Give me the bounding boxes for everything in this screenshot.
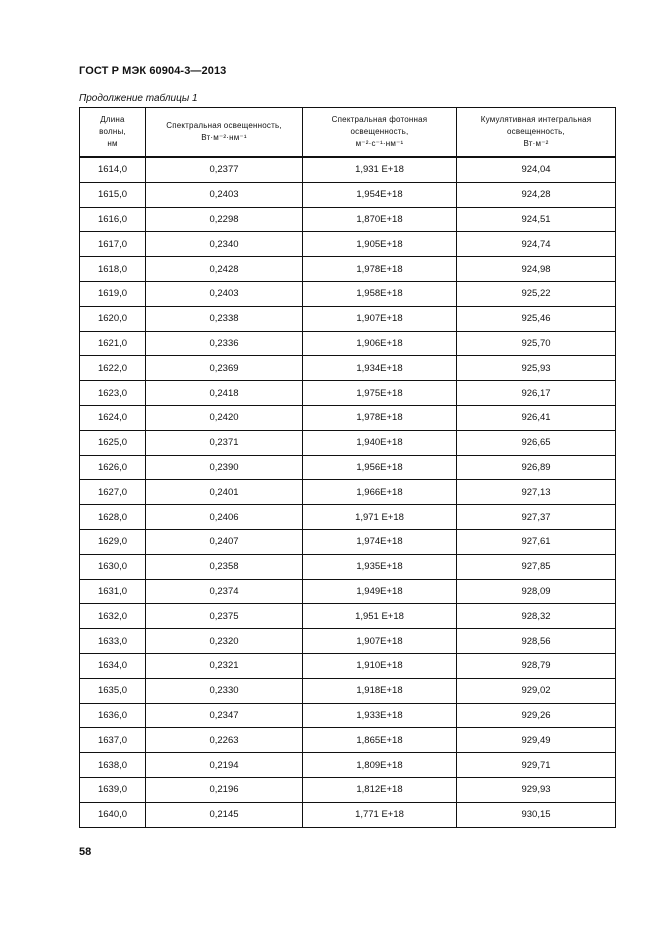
photon-irradiance-cell: 1,809E+18 <box>303 753 457 778</box>
cumulative-irradiance-cell: 925,46 <box>457 306 616 331</box>
wavelength-cell: 1620,0 <box>80 306 146 331</box>
spectral-irradiance-cell: 0,2371 <box>146 430 303 455</box>
cumulative-irradiance-cell: 927,37 <box>457 505 616 530</box>
cumulative-irradiance-cell: 924,28 <box>457 182 616 207</box>
wavelength-cell: 1627,0 <box>80 480 146 505</box>
photon-irradiance-cell: 1,907E+18 <box>303 629 457 654</box>
table-row <box>80 207 616 232</box>
spectral-irradiance-cell: 0,2406 <box>146 505 303 530</box>
cumulative-irradiance-cell: 928,09 <box>457 579 616 604</box>
page-number: 58 <box>79 846 92 858</box>
wavelength-cell: 1639,0 <box>80 777 146 802</box>
photon-irradiance-cell: 1,865E+18 <box>303 728 457 753</box>
photon-irradiance-cell: 1,940E+18 <box>303 430 457 455</box>
cumulative-irradiance-cell: 926,41 <box>457 405 616 430</box>
photon-irradiance-cell: 1,870E+18 <box>303 207 457 232</box>
photon-irradiance-cell: 1,906E+18 <box>303 331 457 356</box>
spectral-irradiance-cell: 0,2321 <box>146 653 303 678</box>
photon-irradiance-cell: 1,931 E+18 <box>303 157 457 182</box>
cumulative-irradiance-cell: 929,93 <box>457 777 616 802</box>
photon-irradiance-cell: 1,971 E+18 <box>303 505 457 530</box>
cumulative-irradiance-cell: 928,32 <box>457 604 616 629</box>
table-row <box>80 331 616 356</box>
table-row <box>80 505 616 530</box>
wavelength-cell: 1626,0 <box>80 455 146 480</box>
wavelength-cell: 1636,0 <box>80 703 146 728</box>
table-row <box>80 381 616 406</box>
spectral-irradiance-cell: 0,2347 <box>146 703 303 728</box>
cumulative-irradiance-cell: 925,93 <box>457 356 616 381</box>
column-header-line: волны, <box>99 127 126 136</box>
spectral-irradiance-cell: 0,2330 <box>146 678 303 703</box>
spectral-irradiance-cell: 0,2403 <box>146 182 303 207</box>
spectral-irradiance-cell: 0,2298 <box>146 207 303 232</box>
spectral-irradiance-cell: 0,2338 <box>146 306 303 331</box>
table-row <box>80 232 616 257</box>
photon-irradiance-cell: 1,771 E+18 <box>303 802 457 827</box>
wavelength-cell: 1640,0 <box>80 802 146 827</box>
table-caption: Продолжение таблицы 1 <box>79 93 198 104</box>
column-header-wavelength <box>80 108 146 158</box>
column-header-line: Вт·м⁻² <box>523 139 549 148</box>
wavelength-cell: 1617,0 <box>80 232 146 257</box>
wavelength-cell: 1635,0 <box>80 678 146 703</box>
wavelength-cell: 1628,0 <box>80 505 146 530</box>
cumulative-irradiance-cell: 929,71 <box>457 753 616 778</box>
photon-irradiance-cell: 1,954E+18 <box>303 182 457 207</box>
wavelength-cell: 1619,0 <box>80 281 146 306</box>
table-row <box>80 529 616 554</box>
cumulative-irradiance-cell: 924,74 <box>457 232 616 257</box>
photon-irradiance-cell: 1,933E+18 <box>303 703 457 728</box>
table-row <box>80 777 616 802</box>
photon-irradiance-cell: 1,956E+18 <box>303 455 457 480</box>
wavelength-cell: 1623,0 <box>80 381 146 406</box>
spectral-irradiance-cell: 0,2358 <box>146 554 303 579</box>
wavelength-cell: 1625,0 <box>80 430 146 455</box>
cumulative-irradiance-cell: 926,17 <box>457 381 616 406</box>
photon-irradiance-cell: 1,978E+18 <box>303 405 457 430</box>
cumulative-irradiance-cell: 928,56 <box>457 629 616 654</box>
cumulative-irradiance-cell: 925,22 <box>457 281 616 306</box>
wavelength-cell: 1614,0 <box>80 157 146 182</box>
table-row <box>80 802 616 827</box>
photon-irradiance-cell: 1,966E+18 <box>303 480 457 505</box>
table-header-row <box>80 108 616 158</box>
spectral-irradiance-cell: 0,2407 <box>146 529 303 554</box>
column-header-line: Спектральная фотонная <box>331 115 428 124</box>
spectral-irradiance-cell: 0,2401 <box>146 480 303 505</box>
table-row <box>80 182 616 207</box>
table-row <box>80 281 616 306</box>
photon-irradiance-cell: 1,975E+18 <box>303 381 457 406</box>
wavelength-cell: 1630,0 <box>80 554 146 579</box>
column-header-line: Длина <box>100 115 125 124</box>
cumulative-irradiance-cell: 930,15 <box>457 802 616 827</box>
table-row <box>80 604 616 629</box>
table-row <box>80 629 616 654</box>
column-header-line: Спектральная освещенность, <box>166 121 282 130</box>
wavelength-cell: 1621,0 <box>80 331 146 356</box>
table-row <box>80 306 616 331</box>
wavelength-cell: 1624,0 <box>80 405 146 430</box>
spectral-irradiance-cell: 0,2263 <box>146 728 303 753</box>
spectral-irradiance-cell: 0,2194 <box>146 753 303 778</box>
spectral-irradiance-cell: 0,2403 <box>146 281 303 306</box>
cumulative-irradiance-cell: 926,65 <box>457 430 616 455</box>
wavelength-cell: 1638,0 <box>80 753 146 778</box>
spectral-irradiance-cell: 0,2390 <box>146 455 303 480</box>
spectral-irradiance-cell: 0,2428 <box>146 257 303 282</box>
spectral-irradiance-cell: 0,2320 <box>146 629 303 654</box>
cumulative-irradiance-cell: 928,79 <box>457 653 616 678</box>
wavelength-cell: 1618,0 <box>80 257 146 282</box>
spectral-irradiance-cell: 0,2420 <box>146 405 303 430</box>
wavelength-cell: 1632,0 <box>80 604 146 629</box>
wavelength-cell: 1634,0 <box>80 653 146 678</box>
table-row <box>80 480 616 505</box>
photon-irradiance-cell: 1,951 E+18 <box>303 604 457 629</box>
cumulative-irradiance-cell: 929,49 <box>457 728 616 753</box>
spectral-irradiance-cell: 0,2374 <box>146 579 303 604</box>
photon-irradiance-cell: 1,978E+18 <box>303 257 457 282</box>
table-row <box>80 405 616 430</box>
column-header-line: Кумулятивная интегральная <box>480 115 592 124</box>
table-row <box>80 356 616 381</box>
column-header-spectral-irradiance <box>146 108 303 158</box>
table-row <box>80 728 616 753</box>
spectral-irradiance-cell: 0,2145 <box>146 802 303 827</box>
cumulative-irradiance-cell: 924,04 <box>457 157 616 182</box>
spectral-irradiance-cell: 0,2196 <box>146 777 303 802</box>
spectral-irradiance-cell: 0,2375 <box>146 604 303 629</box>
cumulative-irradiance-cell: 925,70 <box>457 331 616 356</box>
wavelength-cell: 1616,0 <box>80 207 146 232</box>
cumulative-irradiance-cell: 924,98 <box>457 257 616 282</box>
wavelength-cell: 1631,0 <box>80 579 146 604</box>
wavelength-cell: 1637,0 <box>80 728 146 753</box>
column-header-line: нм <box>107 139 118 148</box>
column-header-line: освещенность, <box>507 127 565 136</box>
photon-irradiance-cell: 1,918E+18 <box>303 678 457 703</box>
spectral-irradiance-cell: 0,2336 <box>146 331 303 356</box>
photon-irradiance-cell: 1,949E+18 <box>303 579 457 604</box>
table-row <box>80 554 616 579</box>
photon-irradiance-cell: 1,907E+18 <box>303 306 457 331</box>
photon-irradiance-cell: 1,910E+18 <box>303 653 457 678</box>
photon-irradiance-cell: 1,974E+18 <box>303 529 457 554</box>
table-row <box>80 678 616 703</box>
cumulative-irradiance-cell: 927,61 <box>457 529 616 554</box>
column-header-line: Вт·м⁻²·нм⁻¹ <box>201 133 247 142</box>
cumulative-irradiance-cell: 924,51 <box>457 207 616 232</box>
photon-irradiance-cell: 1,935E+18 <box>303 554 457 579</box>
spectral-irradiance-cell: 0,2340 <box>146 232 303 257</box>
wavelength-cell: 1622,0 <box>80 356 146 381</box>
cumulative-irradiance-cell: 926,89 <box>457 455 616 480</box>
table-row <box>80 753 616 778</box>
document-header: ГОСТ Р МЭК 60904-3—2013 <box>79 65 227 77</box>
table-row <box>80 703 616 728</box>
wavelength-cell: 1629,0 <box>80 529 146 554</box>
spectral-irradiance-cell: 0,2418 <box>146 381 303 406</box>
table-row <box>80 257 616 282</box>
table-row <box>80 157 616 182</box>
spectral-irradiance-cell: 0,2377 <box>146 157 303 182</box>
cumulative-irradiance-cell: 929,02 <box>457 678 616 703</box>
wavelength-cell: 1633,0 <box>80 629 146 654</box>
column-header-cumulative-irradiance <box>457 108 616 158</box>
table-row <box>80 455 616 480</box>
column-header-line: м⁻²·с⁻¹·нм⁻¹ <box>355 139 404 148</box>
data-table <box>79 107 616 828</box>
table-row <box>80 430 616 455</box>
table-row <box>80 579 616 604</box>
photon-irradiance-cell: 1,812E+18 <box>303 777 457 802</box>
photon-irradiance-cell: 1,934E+18 <box>303 356 457 381</box>
photon-irradiance-cell: 1,905E+18 <box>303 232 457 257</box>
table-row <box>80 653 616 678</box>
column-header-line: освещенность, <box>350 127 409 136</box>
spectral-irradiance-cell: 0,2369 <box>146 356 303 381</box>
photon-irradiance-cell: 1,958E+18 <box>303 281 457 306</box>
wavelength-cell: 1615,0 <box>80 182 146 207</box>
cumulative-irradiance-cell: 927,85 <box>457 554 616 579</box>
cumulative-irradiance-cell: 927,13 <box>457 480 616 505</box>
column-header-photon-irradiance <box>303 108 457 158</box>
cumulative-irradiance-cell: 929,26 <box>457 703 616 728</box>
table-body <box>80 157 616 827</box>
